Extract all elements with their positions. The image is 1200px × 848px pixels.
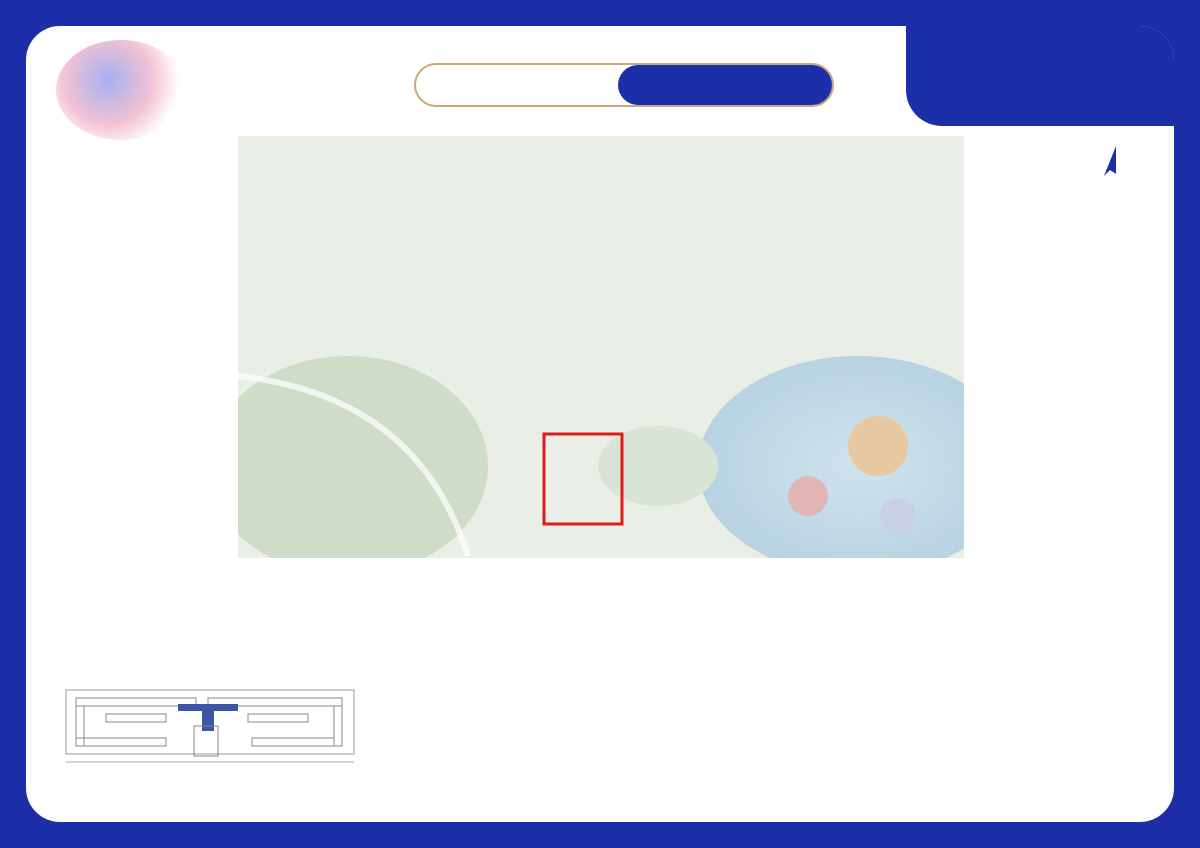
slide-tower xyxy=(848,416,908,476)
pool-ring-2 xyxy=(880,498,916,534)
floor-label xyxy=(618,65,834,105)
garden-area xyxy=(598,426,718,506)
floor-plan xyxy=(238,136,964,558)
north-arrow-icon xyxy=(1086,142,1126,186)
decorative-gradient xyxy=(56,40,186,140)
building-floor-pill xyxy=(414,63,834,107)
pool-ring xyxy=(788,476,828,516)
plan-card xyxy=(26,26,1174,822)
key-plan-map xyxy=(62,686,358,772)
floor-plan-drawing xyxy=(238,136,964,558)
building-label xyxy=(416,65,626,105)
brand-corner xyxy=(906,26,1174,126)
